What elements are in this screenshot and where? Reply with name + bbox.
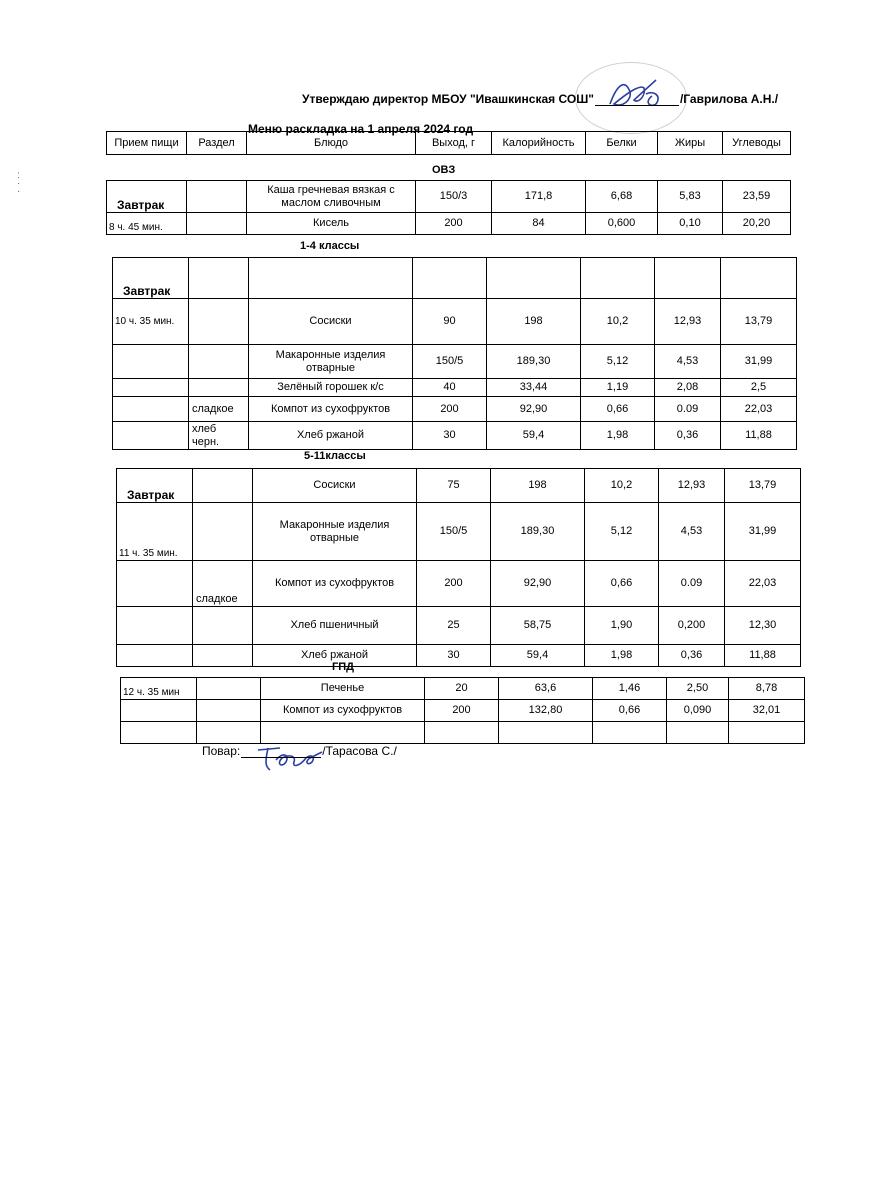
dish-name: Компот из сухофруктов xyxy=(261,700,425,722)
calories-value: 132,80 xyxy=(499,700,593,722)
calories-value: 171,8 xyxy=(492,181,586,213)
protein-value: 0,66 xyxy=(585,561,659,607)
output-value: 200 xyxy=(416,213,492,235)
output-value: 75 xyxy=(417,469,491,503)
section-cell: сладкое xyxy=(189,397,249,422)
meal-label: Завтрак xyxy=(117,469,193,503)
header-fat: Жиры xyxy=(658,132,723,155)
section-cell xyxy=(187,213,247,235)
section-ovz: ОВЗ xyxy=(432,164,456,176)
output-value: 150/3 xyxy=(416,181,492,213)
output-value xyxy=(413,258,487,299)
section-cell: сладкое xyxy=(193,561,253,607)
meal-cell xyxy=(113,397,189,422)
fat-value: 0.09 xyxy=(659,561,725,607)
cook-name: /Тарасова С./ xyxy=(322,744,397,758)
fat-value: 4,53 xyxy=(655,345,721,379)
header-protein: Белки xyxy=(586,132,658,155)
header-dish: Блюдо xyxy=(247,132,416,155)
fat-value: 2,08 xyxy=(655,379,721,397)
ovz-table xyxy=(106,180,791,235)
grades-5-11-table xyxy=(116,468,801,667)
protein-value: 0,600 xyxy=(586,213,658,235)
fat-value: 0,36 xyxy=(655,422,721,450)
carbs-value: 31,99 xyxy=(721,345,797,379)
calories-value: 189,30 xyxy=(487,345,581,379)
output-value: 40 xyxy=(413,379,487,397)
fat-value: 0.09 xyxy=(655,397,721,422)
section-cell xyxy=(193,469,253,503)
carbs-value: 12,30 xyxy=(725,607,801,645)
dish-name: Хлеб ржаной xyxy=(249,422,413,450)
protein-value: 6,68 xyxy=(586,181,658,213)
cook-label: Повар: xyxy=(202,744,241,758)
signature-line xyxy=(241,745,321,758)
protein-value: 5,12 xyxy=(585,503,659,561)
meal-cell xyxy=(117,645,193,667)
fat-value: 12,93 xyxy=(659,469,725,503)
output-value: 150/5 xyxy=(413,345,487,379)
dish-name: Сосиски xyxy=(253,469,417,503)
fat-value xyxy=(667,722,729,744)
calories-value: 92,90 xyxy=(487,397,581,422)
meal-cell xyxy=(117,607,193,645)
fat-value: 2,50 xyxy=(667,678,729,700)
director-name: /Гаврилова А.Н./ xyxy=(679,92,779,106)
dish-name: Компот из сухофруктов xyxy=(253,561,417,607)
fat-value: 0,200 xyxy=(659,607,725,645)
protein-value: 0,66 xyxy=(593,700,667,722)
calories-value: 189,30 xyxy=(491,503,585,561)
calories-value: 59,4 xyxy=(487,422,581,450)
section-grades-5-11: 5-11классы xyxy=(304,450,366,462)
carbs-value: 13,79 xyxy=(721,299,797,345)
approval-text: Утверждаю директор МБОУ "Ивашкинская СОШ" xyxy=(302,92,594,106)
cook-line xyxy=(202,744,397,758)
header-meal: Прием пищи xyxy=(107,132,187,155)
meal-label: Завтрак xyxy=(107,181,187,213)
section-cell xyxy=(197,700,261,722)
carbs-value: 2,5 xyxy=(721,379,797,397)
output-value: 25 xyxy=(417,607,491,645)
protein-value xyxy=(581,258,655,299)
menu-title: Меню раскладка на 1 апреля 2024 год xyxy=(248,122,474,136)
meal-time: 10 ч. 35 мин. xyxy=(113,299,189,345)
carbs-value: 8,78 xyxy=(729,678,805,700)
output-value: 90 xyxy=(413,299,487,345)
fat-value: 0,36 xyxy=(659,645,725,667)
carbs-value: 31,99 xyxy=(725,503,801,561)
calories-value xyxy=(487,258,581,299)
section-cell xyxy=(189,258,249,299)
carbs-value: 20,20 xyxy=(723,213,791,235)
dish-name: Компот из сухофруктов xyxy=(249,397,413,422)
header-calories: Калорийность xyxy=(492,132,586,155)
fat-value: 4,53 xyxy=(659,503,725,561)
calories-value: 92,90 xyxy=(491,561,585,607)
meal-cell xyxy=(113,345,189,379)
signature-line xyxy=(595,93,679,106)
dish-name: Каша гречневая вязкая с маслом сливочным xyxy=(247,181,416,213)
protein-value: 1,46 xyxy=(593,678,667,700)
gpd-table xyxy=(120,677,805,744)
dish-name: Печенье xyxy=(261,678,425,700)
header-carbs: Углеводы xyxy=(723,132,791,155)
protein-value: 10,2 xyxy=(585,469,659,503)
carbs-value: 22,03 xyxy=(721,397,797,422)
protein-value: 1,98 xyxy=(581,422,655,450)
protein-value: 5,12 xyxy=(581,345,655,379)
protein-value xyxy=(593,722,667,744)
calories-value xyxy=(499,722,593,744)
protein-value: 1,90 xyxy=(585,607,659,645)
fat-value xyxy=(655,258,721,299)
calories-value: 33,44 xyxy=(487,379,581,397)
dish-name: Хлеб пшеничный xyxy=(253,607,417,645)
meal-cell xyxy=(113,422,189,450)
output-value: 200 xyxy=(417,561,491,607)
output-value: 30 xyxy=(413,422,487,450)
section-cell xyxy=(189,299,249,345)
dish-name: Хлеб ржаной xyxy=(253,645,417,667)
section-cell xyxy=(193,503,253,561)
meal-cell xyxy=(121,700,197,722)
margin-specks: : · · xyxy=(17,170,21,197)
dish-name xyxy=(249,258,413,299)
dish-name: Кисель xyxy=(247,213,416,235)
output-value: 150/5 xyxy=(417,503,491,561)
calories-value: 59,4 xyxy=(491,645,585,667)
approval-line xyxy=(302,92,778,106)
dish-name: Зелёный горошек к/с xyxy=(249,379,413,397)
meal-cell xyxy=(117,561,193,607)
grades-1-4-table xyxy=(112,257,797,450)
carbs-value: 11,88 xyxy=(721,422,797,450)
protein-value: 0,66 xyxy=(581,397,655,422)
carbs-value xyxy=(729,722,805,744)
output-value: 200 xyxy=(413,397,487,422)
protein-value: 1,98 xyxy=(585,645,659,667)
output-value xyxy=(425,722,499,744)
dish-name: Макаронные изделия отварные xyxy=(253,503,417,561)
meal-time: 12 ч. 35 мин xyxy=(121,678,197,700)
section-gpd: ГПД xyxy=(332,661,354,673)
output-value: 20 xyxy=(425,678,499,700)
dish-name: Макаронные изделия отварные xyxy=(249,345,413,379)
fat-value: 0,10 xyxy=(658,213,723,235)
carbs-value: 23,59 xyxy=(723,181,791,213)
header-section: Раздел xyxy=(187,132,247,155)
fat-value: 0,090 xyxy=(667,700,729,722)
calories-value: 63,6 xyxy=(499,678,593,700)
carbs-value: 13,79 xyxy=(725,469,801,503)
calories-value: 58,75 xyxy=(491,607,585,645)
carbs-value xyxy=(721,258,797,299)
header-table xyxy=(106,131,791,155)
output-value: 200 xyxy=(425,700,499,722)
calories-value: 198 xyxy=(487,299,581,345)
meal-cell xyxy=(121,722,197,744)
fat-value: 5,83 xyxy=(658,181,723,213)
meal-cell xyxy=(113,379,189,397)
carbs-value: 32,01 xyxy=(729,700,805,722)
section-cell xyxy=(187,181,247,213)
section-cell xyxy=(189,345,249,379)
carbs-value: 11,88 xyxy=(725,645,801,667)
protein-value: 10,2 xyxy=(581,299,655,345)
section-cell: хлеб черн. xyxy=(189,422,249,450)
meal-time: 8 ч. 45 мин. xyxy=(107,213,187,235)
section-grades-1-4: 1-4 классы xyxy=(300,240,360,252)
header-output: Выход, г xyxy=(416,132,492,155)
protein-value: 1,19 xyxy=(581,379,655,397)
meal-time: 11 ч. 35 мин. xyxy=(117,503,193,561)
section-cell xyxy=(193,607,253,645)
calories-value: 84 xyxy=(492,213,586,235)
section-cell xyxy=(189,379,249,397)
section-cell xyxy=(193,645,253,667)
section-cell xyxy=(197,678,261,700)
output-value: 30 xyxy=(417,645,491,667)
meal-label: Завтрак xyxy=(113,258,189,299)
carbs-value: 22,03 xyxy=(725,561,801,607)
dish-name: Сосиски xyxy=(249,299,413,345)
fat-value: 12,93 xyxy=(655,299,721,345)
calories-value: 198 xyxy=(491,469,585,503)
